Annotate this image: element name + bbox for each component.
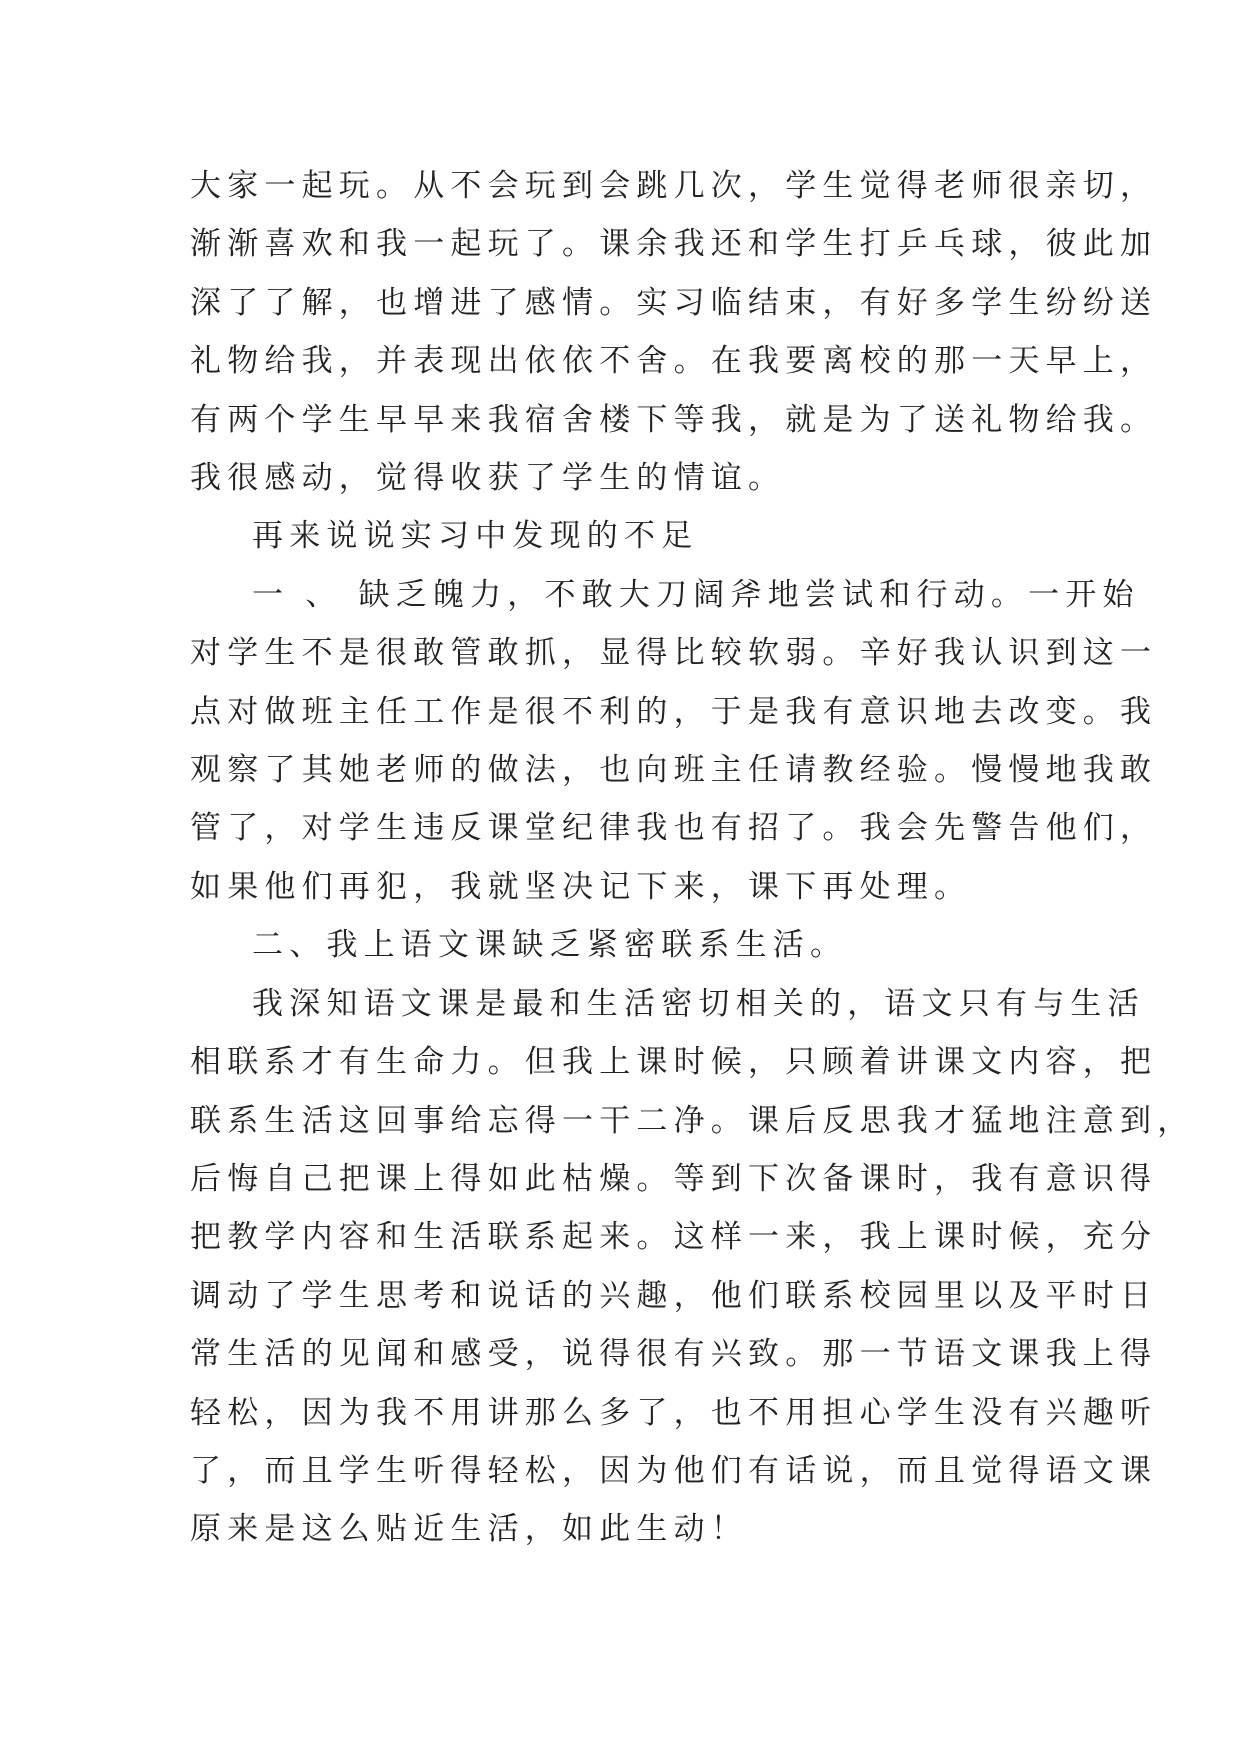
paragraph-1 [190, 157, 1158, 507]
text-line: 我很感动，觉得收获了学生的情谊。 [190, 460, 786, 497]
text-line: 点对做班主任工作是很不利的，于是我有意识地去改变。我 [190, 693, 1158, 730]
text-line: 我深知语文课是最和生活密切相关的，语文只有与生活 [252, 985, 1145, 1022]
text-line: 有两个学生早早来我宿舍楼下等我，就是为了送礼物给我。 [190, 401, 1158, 438]
text-line: 调动了学生思考和说话的兴趣，他们联系校园里以及平时日 [190, 1277, 1158, 1314]
text-line: 大家一起玩。从不会玩到会跳几次，学生觉得老师很亲切， [190, 168, 1158, 204]
text-line: 观察了其她老师的做法，也向班主任请教经验。慢慢地我敢 [190, 752, 1158, 789]
text-line: 对学生不是很敢管敢抓，显得比较软弱。辛好我认识到这一 [190, 635, 1158, 672]
paragraph-3 [190, 566, 1158, 916]
text-line: 渐渐喜欢和我一起玩了。课余我还和学生打乒乓球，彼此加 [190, 226, 1158, 263]
text-line: 二、我上语文课缺乏紧密联系生活。 [252, 927, 848, 964]
text-line: 一 、 缺乏魄力，不敢大刀阔斧地尝试和行动。一开始 [252, 576, 1140, 613]
text-line: 把教学内容和生活联系起来。这样一来，我上课时候，充分 [190, 1219, 1158, 1256]
text-line: 后悔自己把课上得如此枯燥。等到下次备课时，我有意识得 [190, 1160, 1158, 1197]
text-line: 相联系才有生命力。但我上课时候，只顾着讲课文内容，把 [190, 1044, 1158, 1081]
text-line: 管了，对学生违反课堂纪律我也有招了。我会先警告他们， [190, 810, 1158, 847]
text-line: 礼物给我，并表现出依依不舍。在我要离校的那一天早上， [190, 343, 1158, 380]
text-line: 深了了解，也增进了感情。实习临结束，有好多学生纷纷送 [190, 284, 1158, 321]
paragraph-5 [190, 975, 1195, 1559]
text-line: 联系生活这回事给忘得一干二净。课后反思我才猛地注意到， [190, 1102, 1195, 1139]
text-line: 原来是这么贴近生活，如此生动！ [190, 1511, 748, 1548]
text-line: 如果他们再犯，我就坚决记下来，课下再处理。 [190, 868, 972, 905]
text-line: 了，而且学生听得轻松，因为他们有话说，而且觉得语文课 [190, 1452, 1158, 1489]
paragraph-4-heading [190, 916, 1060, 974]
text-line: 轻松，因为我不用讲那么多了，也不用担心学生没有兴趣听 [190, 1394, 1158, 1431]
text-line: 常生活的见闻和感受，说得很有兴致。那一节语文课我上得 [190, 1336, 1158, 1373]
text-line: 再来说说实习中发现的不足 [252, 518, 699, 555]
paragraph-2-heading [190, 507, 1060, 565]
body-text [190, 157, 1195, 1559]
